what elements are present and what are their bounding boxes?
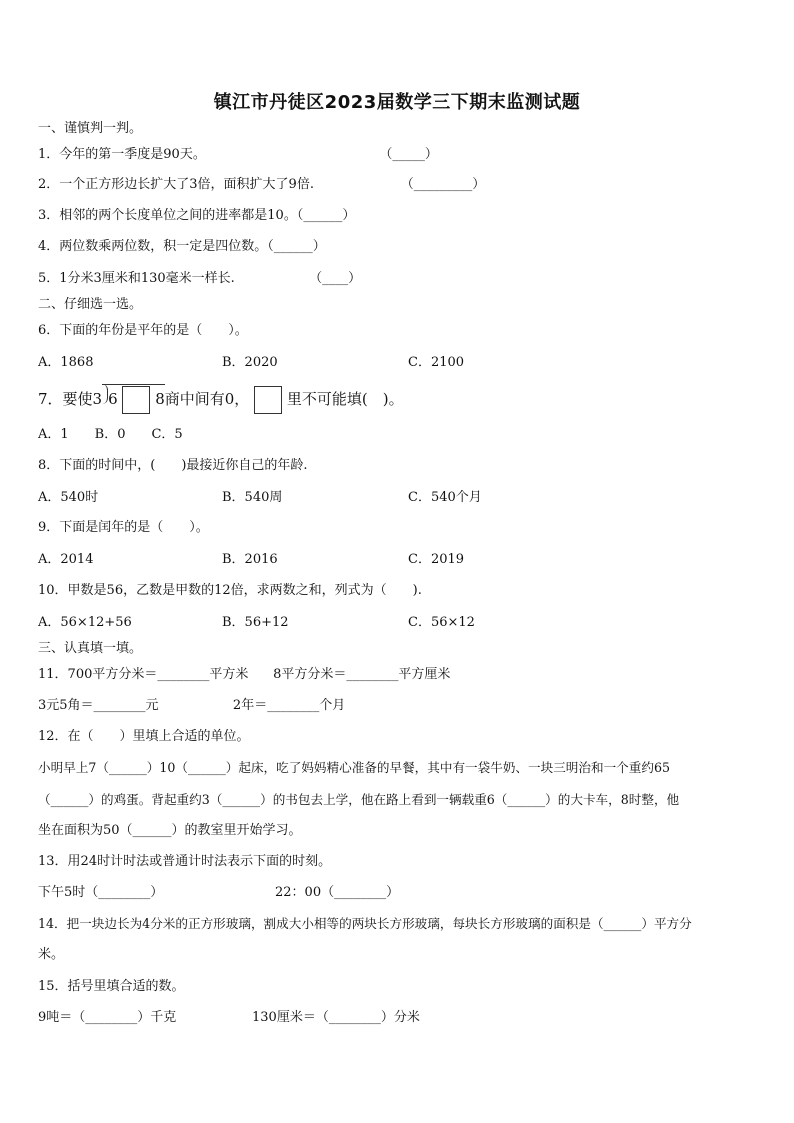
q13-item-b: 22：00（________） (275, 885, 400, 900)
q7-options: A．1 B．0 C．5 (38, 427, 183, 442)
page-title: 镇江市丹徒区2023届数学三下期末监测试题 (213, 92, 581, 113)
question-11-line-1: 11．700平方分米＝________平方米 8平方分米＝________平方厘米 (38, 667, 451, 682)
q12-text-line-1: 小明早上7（______）10（______）起床，吃了妈妈精心准备的早餐，其中有一袋牛奶、一块三明治和一个重约65 (38, 760, 670, 775)
q7-answer-box (254, 386, 282, 414)
question-7 (38, 384, 404, 414)
question-14-line-2: 米。 (38, 947, 65, 962)
question-12: 12．在（ ）里填上合适的单位。 (38, 729, 250, 744)
question-6: 6．下面的年份是平年的是（ ）。 (38, 323, 248, 338)
question-3: 3．相邻的两个长度单位之间的进率都是10。（______） (38, 208, 356, 223)
question-11-line-2: 3元5角＝________元 2年＝________个月 (38, 698, 346, 713)
q12-text-line-2: （______）的鸡蛋。背起重约3（______）的书包去上学，他在路上看到一辆载重6（______）的大卡车，8时整，他 (38, 792, 680, 807)
section-2-heading: 二、仔细选一选。 (38, 297, 143, 312)
q9-option-a: A．2014 (38, 552, 94, 567)
question-9: 9．下面是闰年的是（ ）。 (38, 520, 209, 535)
q10-option-a: A．56×12+56 (38, 615, 132, 630)
question-2: 2．一个正方形边长扩大了3倍，面积扩大了9倍. （_________） (38, 177, 486, 192)
q8-option-a: A．540时 (38, 490, 99, 505)
q8-option-c: C．540个月 (408, 490, 482, 505)
q9-option-c: C．2019 (408, 552, 465, 567)
question-4: 4．两位数乘两位数，积一定是四位数。（______） (38, 239, 326, 254)
question-15: 15．括号里填合适的数。 (38, 979, 185, 994)
q10-option-b: B．56+12 (222, 615, 289, 630)
q7-digit-1: 6 (108, 390, 118, 408)
question-8: 8．下面的时间中，( )最接近你自己的年龄. (38, 458, 308, 473)
q7-prefix: 7．要使 (38, 390, 93, 408)
question-10: 10．甲数是56，乙数是甲数的12倍，求两数之和，列式为（ ). (38, 583, 422, 598)
q6-option-a: A．1868 (38, 355, 94, 370)
q12-text-line-3: 坐在面积为50（______）的教室里开始学习。 (38, 823, 302, 838)
section-1-heading: 一、谨慎判一判。 (38, 121, 143, 136)
q7-middle: 商中间有0， (164, 390, 250, 408)
q6-option-c: C．2100 (408, 355, 465, 370)
q13-item-a: 下午5时（________） (38, 885, 164, 900)
q15-item-b: 130厘米＝（________）分米 (252, 1010, 420, 1025)
question-5: 5．1分米3厘米和130毫米一样长. （____） (38, 271, 362, 286)
q10-option-c: C．56×12 (408, 615, 475, 630)
q7-divisor: 3 (92, 390, 103, 408)
section-3-heading: 三、认真填一填。 (38, 641, 143, 656)
question-13: 13．用24时计时法或普通计时法表示下面的时刻。 (38, 854, 332, 869)
q8-option-b: B．540周 (222, 490, 283, 505)
q7-digit-3: 8 (155, 390, 165, 408)
q7-suffix: 里不可能填( )。 (286, 390, 404, 408)
q15-item-a: 9吨＝（________）千克 (38, 1010, 177, 1025)
q6-option-b: B．2020 (222, 355, 278, 370)
question-14-line-1: 14．把一块边长为4分米的正方形玻璃，割成大小相等的两块长方形玻璃，每块长方形玻璃的面积是（______）平方分 (38, 916, 692, 931)
q9-option-b: B．2016 (222, 552, 278, 567)
question-1: 1．今年的第一季度是90天。 （_____） (38, 147, 438, 162)
long-division-symbol (102, 384, 165, 414)
q7-blank-box (122, 386, 150, 414)
